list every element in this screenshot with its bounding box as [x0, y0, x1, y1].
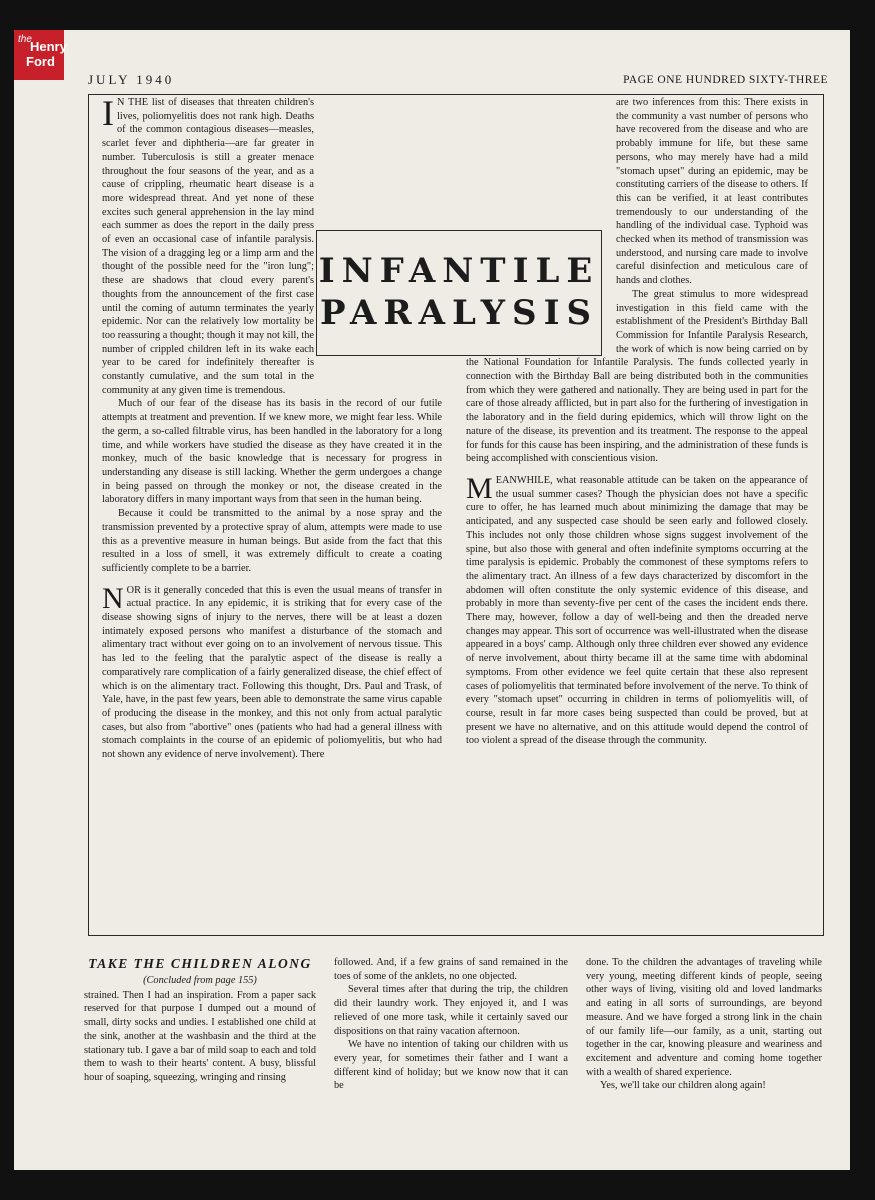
drop-cap-i: I [102, 93, 114, 133]
article-title-line2: PARALYSIS [319, 293, 599, 333]
article-column-right [466, 96, 808, 748]
logo-ford: Ford [26, 54, 55, 69]
continuation-column-3 [586, 956, 822, 1093]
continuation-column-2 [334, 956, 568, 1093]
paragraph-stimulus: The great stimulus to more widespread investigation in this field came with the establishment of the President's Birthday Ball Commission for Infantile Paralysis Research, the work of which is now being carried on by the National Foundation for Infantile Paralysis. The funds collected yearly in connection with the Birthday Ball are being distributed both in the communities from which they were gathered and nationally. They are being used in part for the care of those already afflicted, but in part also for the furthering of investigation in the laboratory and in the field during epidemics, which will throw light on the nature of the disease, its prevention and its treatment. The response to the appeal for funds for this cause has been inspiring, and the administration of these funds is being accomplished with conscientious vision. [466, 288, 808, 465]
continuation-text-2b: Several times after that during the trip, the children did their laundry work. They enjoyed it, and I was relieved of one more task, while it certainly saved our dispositions on that rainy vacation afternoon. [334, 984, 568, 1037]
article-title-box [316, 230, 602, 356]
article-title-line1: INFANTILE [318, 251, 600, 291]
intro-paragraph: N THE list of diseases that threaten children's lives, poliomyelitis does not rank high. Deaths of the common contagious diseases—measles, scarlet fever and diphtheria—are far greater in number. Tuberculosis is still a greater menace throughout the four seasons of the year, and as a cause of crippling, rheumatic heart disease is a more widespread threat. And yet none of these excites such general apprehension in the lay mind each summer as does the report in the daily press of even an occasional case of infantile paralysis. The vision of a dragging leg or a limp arm and the thought of the possible need for the "iron lung"; these are shadows that cloud every parent's thoughts from the announcement of the first case until the coming of autumn terminates the yearly epidemic. Nor can the relatively low mortality be too reassuring a thought; though it may not kill, the number of crippled children left in its wake each year to be cared for indefinitely thereafter is constantly cumulative, and the sum total in the community at any given time is tremendous. [102, 97, 314, 396]
continuation-text-2a: followed. And, if a few grains of sand remained in the toes of some of the anklets, no one objected. [334, 957, 568, 982]
drop-cap-n: N [102, 581, 124, 615]
logo-henry: Henry [30, 39, 67, 54]
drop-cap-m: M [466, 471, 493, 505]
continuation-text-1: strained. Then I had an inspiration. From a paper sack reserved for that purpose I dumped out a mound of small, dirty socks and undies. I established one child at the sink, another at the washbasin and the third at the stationary tub. I gave a bar of mild soap to each and told them to wash to their hearts' content. A busy, blissful hour of soaping, squeezing, wringing and rinsing [84, 989, 316, 1083]
continuation-text-3b: Yes, we'll take our children along again! [600, 1080, 766, 1092]
continuation-subtitle: (Concluded from page 155) [143, 975, 257, 986]
issue-date: JULY 1940 [88, 72, 175, 87]
continuation-column-1 [84, 956, 316, 1085]
continuation-title: TAKE THE CHILDREN ALONG [88, 956, 312, 971]
logo-the: the [18, 34, 32, 45]
paragraph-transfer: OR is it generally conceded that this is even the usual means of transfer in actual practice. In any epidemic, it is striking that for every case of the disease showing signs of injury to the nerves, there will be at least a dozen intimately exposed persons who manifest a disturbance of the stomach and alimentary tract without ever going on to an involvement of nervous tissue. This has led to the feeling that the paralytic aspect of the disease is really a comparatively rare complication of a fairly generalized disease, the chief effect of which is on the alimentary tract. Following this thought, Drs. Paul and Trask, of Yale, have, in the past few years, been able to demonstrate the same virus capable of producing the disease in the monkey, and this not only from actual paralytic cases, but also from "abortive" ones (patients who had had a general illness with stomach complaints in the course of an epidemic of poliomyelitis, but who had not shown any evidence of nerve involvement). There [102, 584, 442, 761]
paragraph-fear: Much of our fear of the disease has its basis in the record of our futile attempts at treatment and prevention. If we knew more, we might fear less. While the germ, a so-called filtrable virus, has been handled in the laboratory for a long time, and while workers have studied the disease as they have created it in the monkey, much of the basic knowledge that is necessary for progress in understanding any disease is still lacking. Whether the germ undergoes a change in being passed on through the monkey or not, the disease created in the laboratory differs in many important ways from that seen in the human being. [102, 398, 442, 506]
magazine-page [14, 30, 850, 1170]
continuation-text-3a: done. To the children the advantages of traveling while very young, meeting different kinds of people, seeing other ways of living, visiting old and loved landmarks and eating in all sorts of surroundings, are beyond measure. And we have forged a strong link in the chain of our family life—our family, as a unit, starting out together in the car, knowing pleasure and weariness and excitement and adventure and coming home together with a wealth of shared experience. [586, 957, 822, 1078]
article-column-left [102, 93, 442, 762]
paragraph-inferences: are two inferences from this: There exists in the community a vast number of persons who have recovered from the disease and who are probably immune for life, but these same persons, who may merely have had a mild "stomach upset" during an epidemic, may be constituting carriers of the disease to others. If this can be verified, it at least contributes tremendously to our understanding of the handling of the individual case. Typhoid was checked when its method of transmission was understood, and nursing care made to involve careful disinfection and meticulous care of hands and clothes. [616, 97, 808, 287]
paragraph-nose-spray: Because it could be transmitted to the animal by a nose spray and the transmission prevented by a protective spray of alum, attempts were made to use this as a preventive measure in human beings. But aside from the fact that this resulted in a loss of smell, it was extremely difficult to create a coating sufficiently complete to be a barrier. [102, 508, 442, 574]
continuation-text-2c: We have no intention of taking our children with us every year, for sometimes their father and I want a different kind of holiday; but we know now that it can be [334, 1039, 568, 1092]
page-number: PAGE ONE HUNDRED SIXTY-THREE [623, 74, 828, 86]
henry-ford-logo [14, 30, 67, 80]
paragraph-meanwhile: EANWHILE, what reasonable attitude can be taken on the appearance of the usual summer cases? Though the physician does not have a specific cure to offer, he has learned much about minimizing the damage that may be anticipated, and any suspected case should be seen early and followed closely. This includes not only those children whose signs suggest involvement of the spine, but also those with general and often indefinite symptoms occurring at the time paralysis is epidemic. Probably the commonest of these symptoms refers to the alimentary tract. An illness of a few days characterized by discomfort in the abdomen will often constitute the only systemic evidence of this disease, and probably in more than seventy-five per cent of the cases the incident ends there. There may, however, follow a day of well-being and then the dreaded nerve changes may appear. This sort of occurrence was well-illustrated when the disease appeared in a boys' camp. Although only three children ever showed any evidence of nerve involvement, about thirty became ill at the same time with abdominal symptoms. From other evidence we feel quite certain that these also represent cases of poliomyelitis that terminated before involvement of the nerve. To think of every "stomach upset" occurring in children in terms of poliomyelitis will, of course, result in far more cases being suspected than could be proved, but at present we have no alternative, and on this attitude would depend the control of too violent a spread of the disease through the community. [466, 474, 808, 747]
